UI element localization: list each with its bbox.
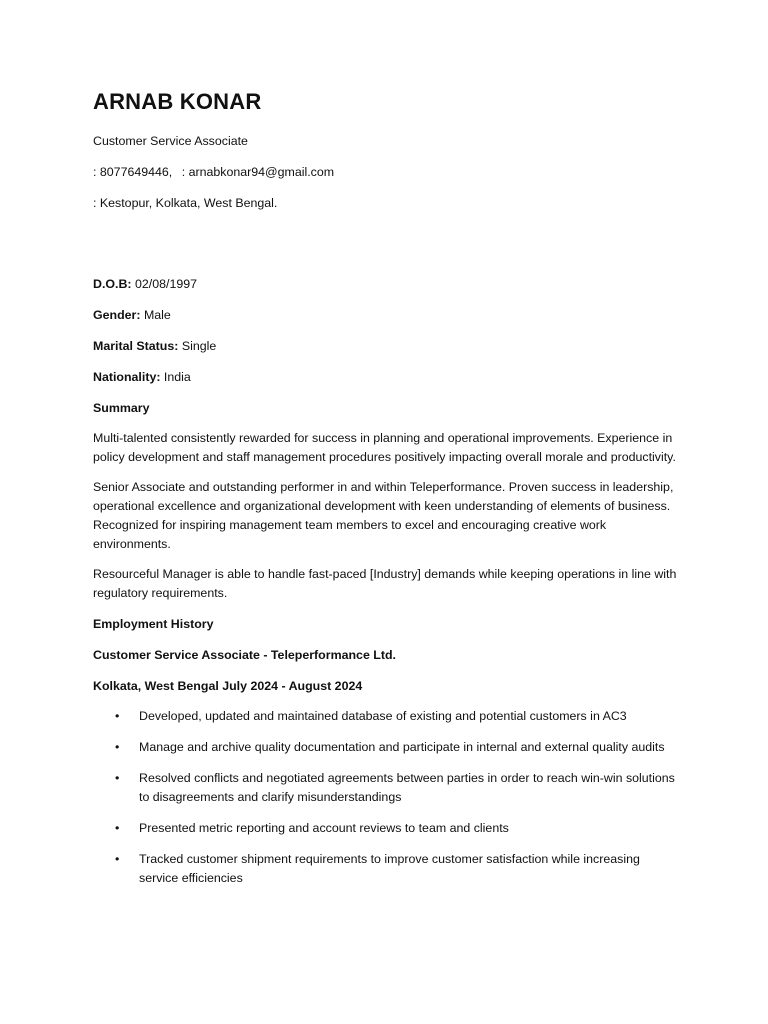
summary-paragraph-1: Multi-talented consistently rewarded for success in planning and operational improvements. Experience in policy development and staff management procedures positively impacting overall morale and productivity. xyxy=(93,431,676,464)
duty-text: Resolved conflicts and negotiated agreements between parties in order to reach win-win solutions to disagreements and clarify misunderstandings xyxy=(139,771,675,804)
gender-value: Male xyxy=(143,308,171,322)
job-title-line: Customer Service Associate xyxy=(93,134,248,148)
email-prefix: : xyxy=(178,165,189,179)
list-item xyxy=(93,850,678,888)
job-role-company: Customer Service Associate - Teleperformance Ltd. xyxy=(93,648,396,662)
duty-text: Tracked customer shipment requirements to improve customer satisfaction while increasing service efficiencies xyxy=(139,852,640,885)
address-line xyxy=(93,194,678,213)
summary-heading: Summary xyxy=(93,401,150,415)
gender-label: Gender: xyxy=(93,308,141,322)
list-item xyxy=(93,738,678,757)
address-text: Kestopur, Kolkata, West Bengal. xyxy=(99,196,278,210)
dob-value: 02/08/1997 xyxy=(135,277,198,291)
candidate-name: ARNAB KONAR xyxy=(93,89,262,114)
bullet-icon: • xyxy=(115,709,120,723)
list-item xyxy=(93,819,678,838)
phone-prefix: : xyxy=(93,165,100,179)
duty-text: Manage and archive quality documentation and participate in internal and external quality audits xyxy=(139,740,665,754)
marital-status-field xyxy=(93,337,678,356)
bullet-icon: • xyxy=(115,740,120,754)
list-item xyxy=(93,769,678,807)
gender-field xyxy=(93,306,678,325)
bullet-icon: • xyxy=(115,771,120,785)
phone-number: 8077649446, xyxy=(99,165,173,179)
nationality-label: Nationality: xyxy=(93,370,161,384)
email-address: arnabkonar94@gmail.com xyxy=(188,165,335,179)
address-prefix: : xyxy=(93,196,100,210)
summary-paragraph-3: Resourceful Manager is able to handle fast-paced [Industry] demands while keeping operations in line with regulatory requirements. xyxy=(93,567,677,600)
summary-paragraph-2: Senior Associate and outstanding performer in and within Teleperformance. Proven success in leadership, operational excellence and organizational development with keen understanding of elements of business. Recognized for inspiring management team members to excel and encouraging creative work environments. xyxy=(93,480,674,551)
resume-page xyxy=(93,88,678,900)
duty-text: Developed, updated and maintained database of existing and potential customers in AC3 xyxy=(139,709,627,723)
employment-history-heading: Employment History xyxy=(93,617,214,631)
dob-label: D.O.B: xyxy=(93,277,132,291)
nationality-field xyxy=(93,368,678,387)
job-location-dates: Kolkata, West Bengal July 2024 - August 2024 xyxy=(93,679,363,693)
marital-status-label: Marital Status: xyxy=(93,339,179,353)
bullet-icon: • xyxy=(115,852,120,866)
bullet-icon: • xyxy=(115,821,120,835)
marital-status-value: Single xyxy=(181,339,217,353)
contact-line xyxy=(93,163,678,182)
dob-field xyxy=(93,275,678,294)
nationality-value: India xyxy=(163,370,191,384)
duties-list xyxy=(93,707,678,888)
list-item xyxy=(93,707,678,726)
duty-text: Presented metric reporting and account reviews to team and clients xyxy=(139,821,509,835)
